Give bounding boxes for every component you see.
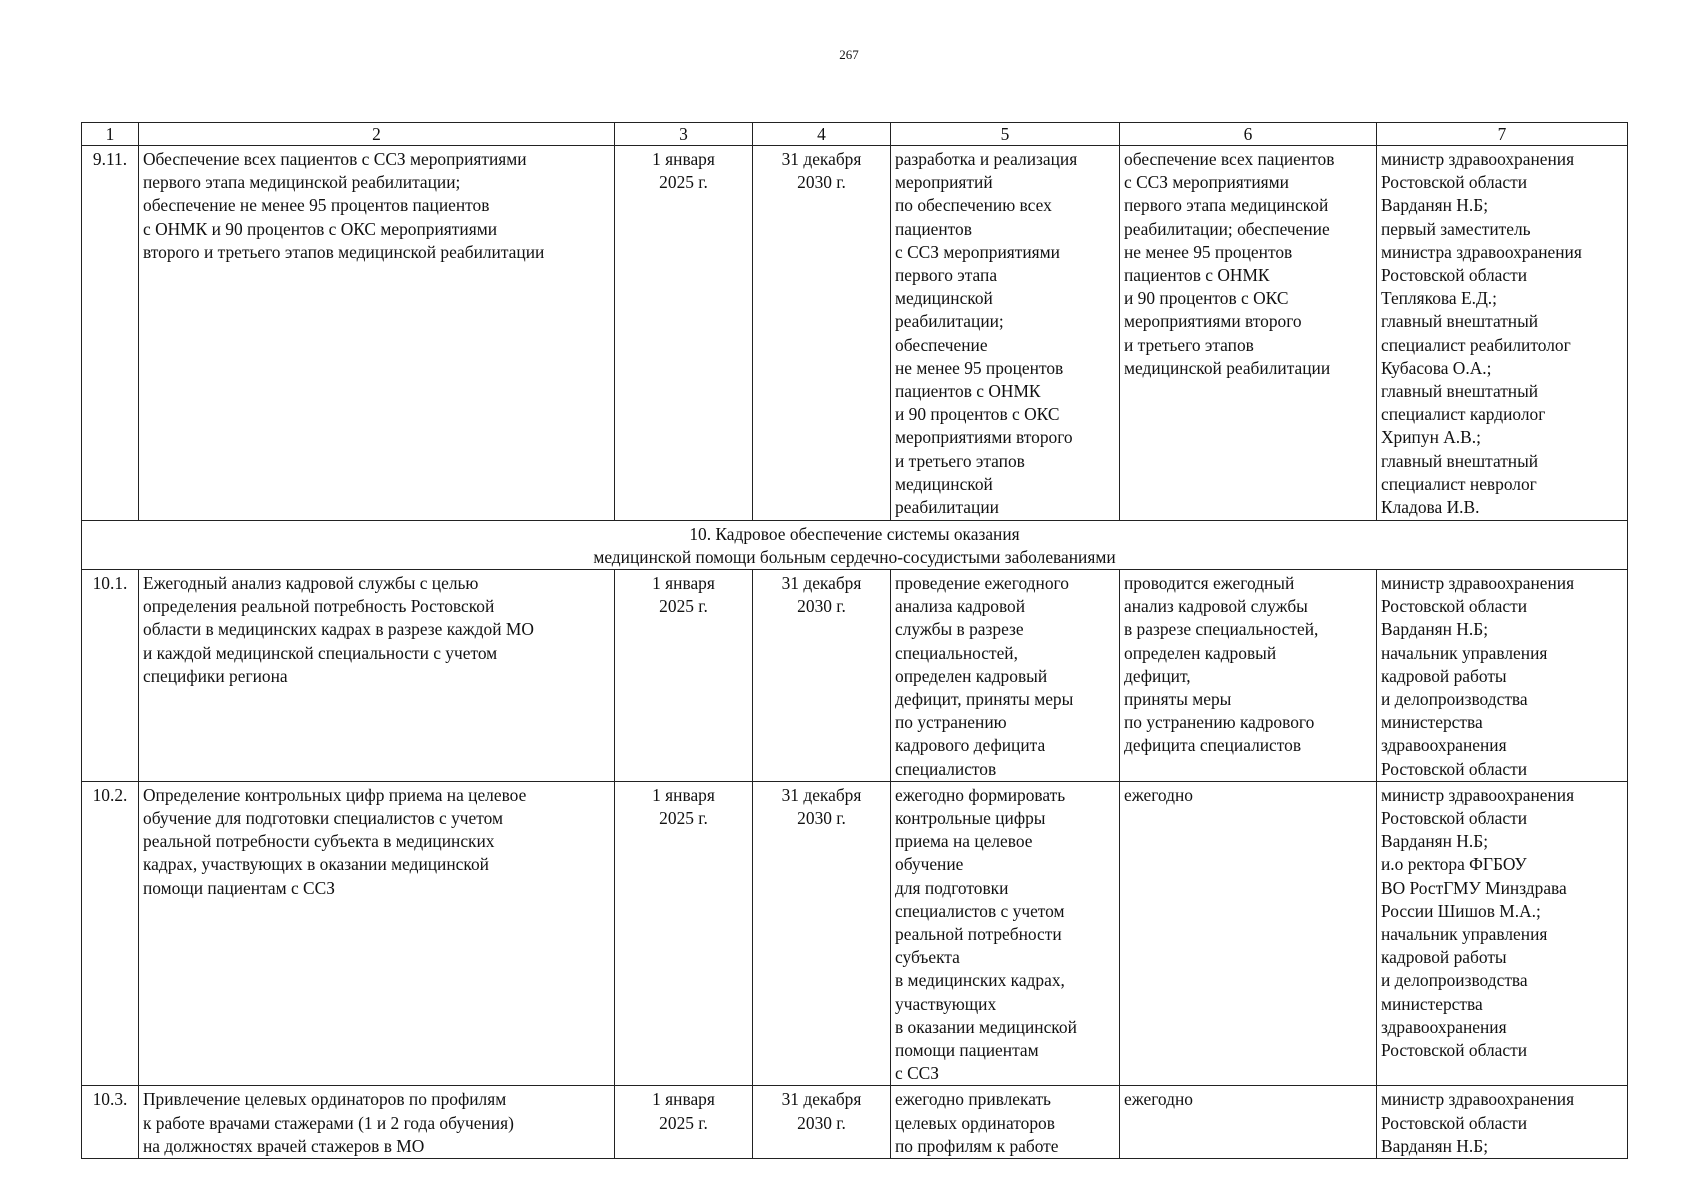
- activity-plan-table: [81, 122, 1628, 1159]
- header-cell-1: 1: [82, 123, 139, 146]
- responsible-cell: министр здравоохранения Ростовской области Варданян Н.Б;: [1377, 1086, 1628, 1159]
- start-date-cell: 1 января 2025 г.: [615, 781, 753, 1086]
- control-cell: ежегодно: [1120, 781, 1377, 1086]
- control-cell: обеспечение всех пациентов с ССЗ мероприятиями первого этапа медицинской реабилитации; обеспечение не менее 95 процентов пациентов с ОНМК и 90 процентов с ОКС мероприятиями второго и третьего этапов медицинской реабилитации: [1120, 146, 1377, 521]
- table-row-10-3: [82, 1086, 1628, 1159]
- row-number: 10.3.: [82, 1086, 139, 1159]
- header-cell-2: 2: [139, 123, 615, 146]
- responsible-cell: министр здравоохранения Ростовской области Варданян Н.Б; первый заместитель министра здравоохранения Ростовской области Теплякова Е.Д.; главный внештатный специалист реабилитолог Кубасова О.А.; главный внештатный специалист кардиолог Хрипун А.В.; главный внештатный специалист невролог Кладова И.В.: [1377, 146, 1628, 521]
- page-number: 267: [839, 47, 859, 62]
- start-date-cell: 1 января 2025 г.: [615, 570, 753, 782]
- responsible-cell: министр здравоохранения Ростовской области Варданян Н.Б; начальник управления кадровой работы и делопроизводства министерства здравоохранения Ростовской области: [1377, 570, 1628, 782]
- end-date-cell: 31 декабря 2030 г.: [753, 1086, 891, 1159]
- control-cell: ежегодно: [1120, 1086, 1377, 1159]
- result-cell: ежегодно формировать контрольные цифры приема на целевое обучение для подготовки специалистов с учетом реальной потребности субъекта в медицинских кадрах, участвующих в оказании медицинской помощи пациентам с ССЗ: [891, 781, 1120, 1086]
- control-cell: проводится ежегодный анализ кадровой службы в разрезе специальностей, определен кадровый дефицит, приняты меры по устранению кадрового дефицита специалистов: [1120, 570, 1377, 782]
- start-date-cell: 1 января 2025 г.: [615, 146, 753, 521]
- activity-cell: Обеспечение всех пациентов с ССЗ мероприятиями первого этапа медицинской реабилитации; обеспечение не менее 95 процентов пациентов с ОНМК и 90 процентов с ОКС мероприятиями второго и третьего этапов медицинской реабилитации: [139, 146, 615, 521]
- row-number: 10.2.: [82, 781, 139, 1086]
- end-date-cell: 31 декабря 2030 г.: [753, 570, 891, 782]
- result-cell: проведение ежегодного анализа кадровой службы в разрезе специальностей, определен кадровый дефицит, приняты меры по устранению кадрового дефицита специалистов: [891, 570, 1120, 782]
- header-cell-3: 3: [615, 123, 753, 146]
- section-heading-row: [82, 521, 1628, 570]
- table-header-row: [82, 123, 1628, 146]
- section-10-title: 10. Кадровое обеспечение системы оказания медицинской помощи больным сердечно-сосудистыми заболеваниями: [82, 521, 1628, 570]
- table-row-9-11: [82, 146, 1628, 521]
- result-cell: ежегодно привлекать целевых ординаторов по профилям к работе: [891, 1086, 1120, 1159]
- activity-cell: Привлечение целевых ординаторов по профилям к работе врачами стажерами (1 и 2 года обучения) на должностях врачей стажеров в МО: [139, 1086, 615, 1159]
- row-number: 9.11.: [82, 146, 139, 521]
- start-date-cell: 1 января 2025 г.: [615, 1086, 753, 1159]
- header-cell-7: 7: [1377, 123, 1628, 146]
- end-date-cell: 31 декабря 2030 г.: [753, 781, 891, 1086]
- row-number: 10.1.: [82, 570, 139, 782]
- header-cell-5: 5: [891, 123, 1120, 146]
- header-cell-4: 4: [753, 123, 891, 146]
- responsible-cell: министр здравоохранения Ростовской области Варданян Н.Б; и.о ректора ФГБОУ ВО РостГМУ Минздрава России Шишов М.А.; начальник управления кадровой работы и делопроизводства министерства здравоохранения Ростовской области: [1377, 781, 1628, 1086]
- activity-cell: Ежегодный анализ кадровой службы с целью определения реальной потребность Ростовской области в медицинских кадрах в разрезе каждой МО и каждой медицинской специальности с учетом специфики региона: [139, 570, 615, 782]
- activity-cell: Определение контрольных цифр приема на целевое обучение для подготовки специалистов с учетом реальной потребности субъекта в медицинских кадрах, участвующих в оказании медицинской помощи пациентам с ССЗ: [139, 781, 615, 1086]
- end-date-cell: 31 декабря 2030 г.: [753, 146, 891, 521]
- result-cell: разработка и реализация мероприятий по обеспечению всех пациентов с ССЗ мероприятиями первого этапа медицинской реабилитации; обеспечение не менее 95 процентов пациентов с ОНМК и 90 процентов с ОКС мероприятиями второго и третьего этапов медицинской реабилитации: [891, 146, 1120, 521]
- table-row-10-2: [82, 781, 1628, 1086]
- table-row-10-1: [82, 570, 1628, 782]
- header-cell-6: 6: [1120, 123, 1377, 146]
